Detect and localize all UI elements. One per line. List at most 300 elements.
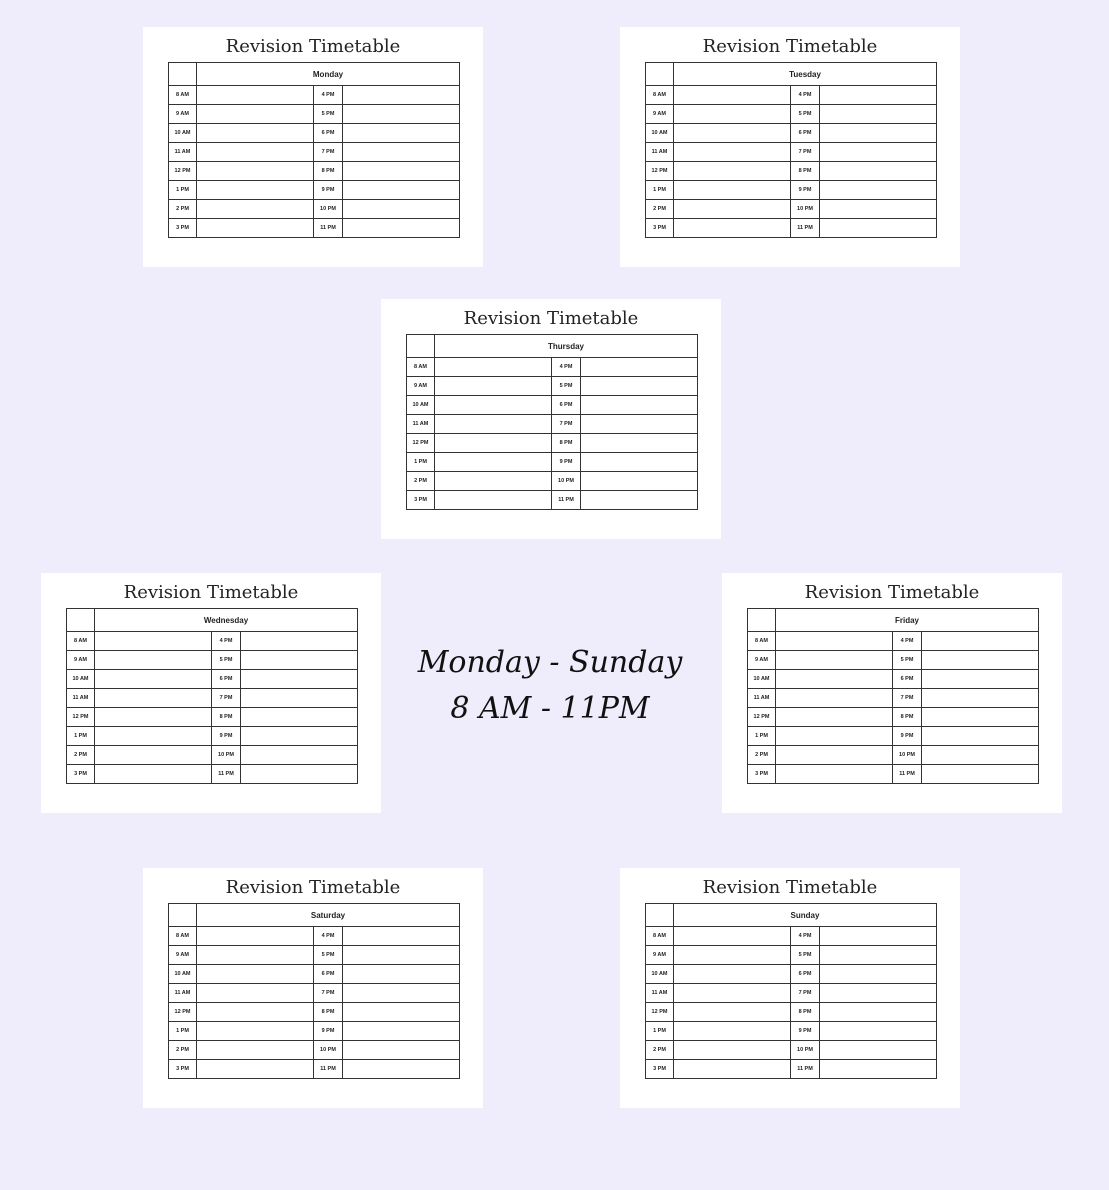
entry-cell[interactable] (95, 651, 212, 670)
time-label-evening: 10 PM (314, 1041, 343, 1060)
time-label-morning: 2 PM (646, 1041, 674, 1060)
entry-cell[interactable] (820, 219, 937, 238)
entry-cell[interactable] (820, 86, 937, 105)
time-label-evening: 11 PM (552, 491, 581, 510)
entry-cell[interactable] (674, 124, 791, 143)
time-label-morning: 3 PM (646, 219, 674, 238)
time-label-evening: 7 PM (893, 689, 922, 708)
entry-cell[interactable] (435, 377, 552, 396)
timetable-grid (168, 62, 460, 238)
entry-cell[interactable] (197, 181, 314, 200)
time-label-evening: 4 PM (552, 358, 581, 377)
header-corner-cell (646, 63, 674, 86)
time-label-morning: 1 PM (646, 181, 674, 200)
time-label-morning: 10 AM (748, 670, 776, 689)
entry-cell[interactable] (674, 1060, 791, 1079)
entry-cell[interactable] (241, 632, 358, 651)
entry-cell[interactable] (241, 670, 358, 689)
time-row (646, 1022, 937, 1041)
entry-cell[interactable] (922, 651, 1039, 670)
time-label-evening: 7 PM (552, 415, 581, 434)
entry-cell[interactable] (343, 927, 460, 946)
entry-cell[interactable] (581, 377, 698, 396)
time-label-evening: 11 PM (314, 219, 343, 238)
time-label-morning: 8 AM (646, 86, 674, 105)
time-label-evening: 10 PM (212, 746, 241, 765)
time-row (169, 1060, 460, 1079)
timetable-sheet-thursday (381, 299, 721, 539)
entry-cell[interactable] (435, 453, 552, 472)
time-row (67, 632, 358, 651)
time-label-evening: 10 PM (791, 1041, 820, 1060)
time-row (748, 727, 1039, 746)
entry-cell[interactable] (922, 727, 1039, 746)
time-label-evening: 11 PM (212, 765, 241, 784)
entry-cell[interactable] (674, 927, 791, 946)
entry-cell[interactable] (343, 1003, 460, 1022)
time-label-evening: 5 PM (314, 946, 343, 965)
time-row (169, 124, 460, 143)
day-heading: Monday (197, 63, 460, 86)
time-row (169, 946, 460, 965)
entry-cell[interactable] (95, 632, 212, 651)
time-label-evening: 6 PM (791, 965, 820, 984)
time-row (407, 358, 698, 377)
time-row (407, 415, 698, 434)
time-label-morning: 12 PM (169, 162, 197, 181)
time-label-morning: 11 AM (748, 689, 776, 708)
time-row (646, 1041, 937, 1060)
entry-cell[interactable] (776, 727, 893, 746)
center-caption (380, 640, 720, 732)
entry-cell[interactable] (95, 689, 212, 708)
header-corner-cell (646, 904, 674, 927)
entry-cell[interactable] (820, 200, 937, 219)
entry-cell[interactable] (197, 219, 314, 238)
timetable-grid (168, 903, 460, 1079)
entry-cell[interactable] (674, 984, 791, 1003)
time-label-morning: 1 PM (646, 1022, 674, 1041)
entry-cell[interactable] (343, 1022, 460, 1041)
entry-cell[interactable] (581, 491, 698, 510)
header-corner-cell (67, 609, 95, 632)
entry-cell[interactable] (95, 765, 212, 784)
time-label-morning: 3 PM (407, 491, 435, 510)
entry-cell[interactable] (343, 1060, 460, 1079)
time-label-evening: 8 PM (893, 708, 922, 727)
time-label-morning: 11 AM (407, 415, 435, 434)
time-label-evening: 5 PM (314, 105, 343, 124)
entry-cell[interactable] (343, 86, 460, 105)
entry-cell[interactable] (343, 105, 460, 124)
time-label-morning: 11 AM (169, 984, 197, 1003)
header-corner-cell (748, 609, 776, 632)
entry-cell[interactable] (343, 200, 460, 219)
time-label-morning: 11 AM (169, 143, 197, 162)
time-label-morning: 9 AM (646, 946, 674, 965)
time-label-morning: 12 PM (646, 162, 674, 181)
entry-cell[interactable] (581, 358, 698, 377)
time-row (646, 86, 937, 105)
time-label-evening: 5 PM (552, 377, 581, 396)
time-label-evening: 8 PM (552, 434, 581, 453)
entry-cell[interactable] (343, 984, 460, 1003)
time-row (169, 162, 460, 181)
time-label-morning: 9 AM (748, 651, 776, 670)
time-label-morning: 1 PM (169, 181, 197, 200)
entry-cell[interactable] (674, 200, 791, 219)
entry-cell[interactable] (581, 396, 698, 415)
time-label-evening: 4 PM (314, 927, 343, 946)
entry-cell[interactable] (674, 86, 791, 105)
time-label-morning: 2 PM (407, 472, 435, 491)
time-label-evening: 4 PM (791, 86, 820, 105)
entry-cell[interactable] (820, 1060, 937, 1079)
time-label-evening: 6 PM (314, 124, 343, 143)
time-label-evening: 5 PM (893, 651, 922, 670)
time-row (407, 453, 698, 472)
entry-cell[interactable] (674, 1041, 791, 1060)
entry-cell[interactable] (581, 472, 698, 491)
time-label-morning: 3 PM (646, 1060, 674, 1079)
entry-cell[interactable] (776, 746, 893, 765)
entry-cell[interactable] (820, 1022, 937, 1041)
timetable-sheet-friday (722, 573, 1062, 813)
time-label-morning: 8 AM (169, 927, 197, 946)
time-label-evening: 7 PM (791, 984, 820, 1003)
time-row (407, 377, 698, 396)
entry-cell[interactable] (197, 984, 314, 1003)
time-label-evening: 4 PM (791, 927, 820, 946)
time-row (748, 708, 1039, 727)
sheet-title: Revision Timetable (123, 582, 299, 603)
header-corner-cell (407, 335, 435, 358)
entry-cell[interactable] (922, 632, 1039, 651)
time-row (748, 746, 1039, 765)
entry-cell[interactable] (581, 434, 698, 453)
time-label-evening: 10 PM (893, 746, 922, 765)
time-label-evening: 9 PM (893, 727, 922, 746)
entry-cell[interactable] (820, 143, 937, 162)
entry-cell[interactable] (197, 946, 314, 965)
entry-cell[interactable] (197, 200, 314, 219)
sheet-title: Revision Timetable (463, 308, 639, 329)
time-label-evening: 8 PM (314, 1003, 343, 1022)
time-label-evening: 6 PM (212, 670, 241, 689)
entry-cell[interactable] (820, 984, 937, 1003)
time-label-morning: 10 AM (169, 124, 197, 143)
time-label-morning: 11 AM (646, 984, 674, 1003)
time-label-evening: 10 PM (314, 200, 343, 219)
time-label-morning: 8 AM (646, 927, 674, 946)
time-label-morning: 10 AM (646, 965, 674, 984)
time-label-morning: 2 PM (169, 1041, 197, 1060)
entry-cell[interactable] (820, 1003, 937, 1022)
time-row (407, 491, 698, 510)
entry-cell[interactable] (241, 651, 358, 670)
entry-cell[interactable] (820, 162, 937, 181)
entry-cell[interactable] (674, 162, 791, 181)
entry-cell[interactable] (197, 105, 314, 124)
time-row (646, 1060, 937, 1079)
entry-cell[interactable] (674, 965, 791, 984)
entry-cell[interactable] (95, 746, 212, 765)
time-label-evening: 4 PM (893, 632, 922, 651)
entry-cell[interactable] (922, 670, 1039, 689)
entry-cell[interactable] (343, 1041, 460, 1060)
time-row (748, 689, 1039, 708)
time-row (646, 965, 937, 984)
time-row (67, 689, 358, 708)
time-label-evening: 6 PM (791, 124, 820, 143)
timetable-sheet-saturday (143, 868, 483, 1108)
time-label-morning: 12 PM (67, 708, 95, 727)
time-label-evening: 8 PM (791, 1003, 820, 1022)
time-row (646, 200, 937, 219)
entry-cell[interactable] (197, 143, 314, 162)
time-label-morning: 2 PM (748, 746, 776, 765)
entry-cell[interactable] (674, 143, 791, 162)
entry-cell[interactable] (820, 946, 937, 965)
time-label-morning: 9 AM (646, 105, 674, 124)
time-row (646, 181, 937, 200)
time-row (646, 1003, 937, 1022)
time-label-evening: 6 PM (552, 396, 581, 415)
time-label-evening: 5 PM (791, 105, 820, 124)
entry-cell[interactable] (435, 472, 552, 491)
time-label-evening: 11 PM (791, 1060, 820, 1079)
time-label-evening: 7 PM (212, 689, 241, 708)
time-row (646, 927, 937, 946)
entry-cell[interactable] (776, 765, 893, 784)
sheet-title: Revision Timetable (225, 877, 401, 898)
entry-cell[interactable] (343, 965, 460, 984)
time-row (646, 143, 937, 162)
time-row (748, 765, 1039, 784)
entry-cell[interactable] (95, 727, 212, 746)
time-label-morning: 1 PM (748, 727, 776, 746)
timetable-sheet-sunday (620, 868, 960, 1108)
time-row (646, 984, 937, 1003)
time-label-evening: 8 PM (212, 708, 241, 727)
time-label-evening: 9 PM (212, 727, 241, 746)
time-label-morning: 9 AM (169, 946, 197, 965)
time-label-morning: 9 AM (67, 651, 95, 670)
time-row (646, 105, 937, 124)
header-corner-cell (169, 63, 197, 86)
timetable-sheet-wednesday (41, 573, 381, 813)
time-row (169, 86, 460, 105)
entry-cell[interactable] (820, 1041, 937, 1060)
entry-cell[interactable] (197, 86, 314, 105)
time-label-evening: 7 PM (314, 984, 343, 1003)
time-row (646, 946, 937, 965)
entry-cell[interactable] (435, 491, 552, 510)
time-label-morning: 11 AM (646, 143, 674, 162)
time-label-evening: 5 PM (791, 946, 820, 965)
time-label-morning: 1 PM (67, 727, 95, 746)
caption-hours: 8 AM - 11PM (450, 691, 650, 726)
entry-cell[interactable] (922, 765, 1039, 784)
entry-cell[interactable] (197, 1041, 314, 1060)
entry-cell[interactable] (820, 965, 937, 984)
entry-cell[interactable] (241, 746, 358, 765)
header-corner-cell (169, 904, 197, 927)
entry-cell[interactable] (197, 1060, 314, 1079)
entry-cell[interactable] (820, 181, 937, 200)
entry-cell[interactable] (435, 396, 552, 415)
timetable-sheet-tuesday (620, 27, 960, 267)
time-label-morning: 10 AM (407, 396, 435, 415)
entry-cell[interactable] (343, 162, 460, 181)
entry-cell[interactable] (435, 434, 552, 453)
time-row (169, 1022, 460, 1041)
time-label-evening: 10 PM (552, 472, 581, 491)
entry-cell[interactable] (197, 162, 314, 181)
time-label-morning: 1 PM (407, 453, 435, 472)
time-label-morning: 12 PM (748, 708, 776, 727)
entry-cell[interactable] (95, 708, 212, 727)
time-row (407, 396, 698, 415)
sheet-title: Revision Timetable (702, 877, 878, 898)
entry-cell[interactable] (343, 219, 460, 238)
time-label-morning: 9 AM (169, 105, 197, 124)
entry-cell[interactable] (241, 727, 358, 746)
time-label-morning: 2 PM (646, 200, 674, 219)
time-row (748, 670, 1039, 689)
timetable-grid (66, 608, 358, 784)
entry-cell[interactable] (922, 746, 1039, 765)
timetable-grid (747, 608, 1039, 784)
time-label-morning: 12 PM (646, 1003, 674, 1022)
time-label-morning: 12 PM (169, 1003, 197, 1022)
entry-cell[interactable] (343, 124, 460, 143)
entry-cell[interactable] (820, 124, 937, 143)
time-row (67, 746, 358, 765)
time-label-evening: 9 PM (552, 453, 581, 472)
time-row (169, 1003, 460, 1022)
time-label-morning: 8 AM (169, 86, 197, 105)
time-row (407, 472, 698, 491)
time-row (169, 965, 460, 984)
entry-cell[interactable] (197, 927, 314, 946)
time-label-evening: 4 PM (314, 86, 343, 105)
time-row (67, 651, 358, 670)
time-row (67, 727, 358, 746)
time-label-evening: 8 PM (791, 162, 820, 181)
entry-cell[interactable] (581, 453, 698, 472)
time-row (169, 143, 460, 162)
day-heading: Tuesday (674, 63, 937, 86)
time-row (169, 181, 460, 200)
day-heading: Saturday (197, 904, 460, 927)
entry-cell[interactable] (776, 708, 893, 727)
time-row (169, 1041, 460, 1060)
entry-cell[interactable] (241, 689, 358, 708)
time-label-morning: 3 PM (67, 765, 95, 784)
entry-cell[interactable] (674, 1003, 791, 1022)
time-row (748, 651, 1039, 670)
caption-days: Monday - Sunday (417, 645, 683, 680)
entry-cell[interactable] (343, 143, 460, 162)
entry-cell[interactable] (922, 708, 1039, 727)
day-heading: Wednesday (95, 609, 358, 632)
time-label-morning: 8 AM (407, 358, 435, 377)
time-row (169, 984, 460, 1003)
entry-cell[interactable] (820, 105, 937, 124)
entry-cell[interactable] (241, 708, 358, 727)
time-label-morning: 10 AM (169, 965, 197, 984)
time-label-morning: 8 AM (67, 632, 95, 651)
entry-cell[interactable] (197, 1003, 314, 1022)
time-row (169, 219, 460, 238)
sheet-title: Revision Timetable (702, 36, 878, 57)
entry-cell[interactable] (674, 105, 791, 124)
time-label-evening: 7 PM (791, 143, 820, 162)
entry-cell[interactable] (197, 124, 314, 143)
time-label-morning: 10 AM (646, 124, 674, 143)
entry-cell[interactable] (674, 181, 791, 200)
entry-cell[interactable] (435, 415, 552, 434)
day-heading: Sunday (674, 904, 937, 927)
time-label-morning: 3 PM (169, 1060, 197, 1079)
entry-cell[interactable] (197, 1022, 314, 1041)
entry-cell[interactable] (820, 927, 937, 946)
entry-cell[interactable] (776, 689, 893, 708)
entry-cell[interactable] (922, 689, 1039, 708)
time-label-evening: 5 PM (212, 651, 241, 670)
entry-cell[interactable] (674, 946, 791, 965)
entry-cell[interactable] (581, 415, 698, 434)
time-label-evening: 6 PM (893, 670, 922, 689)
timetable-sheet-monday (143, 27, 483, 267)
time-label-morning: 3 PM (169, 219, 197, 238)
time-label-morning: 2 PM (67, 746, 95, 765)
time-row (67, 765, 358, 784)
time-label-evening: 9 PM (791, 1022, 820, 1041)
entry-cell[interactable] (435, 358, 552, 377)
timetable-grid (645, 62, 937, 238)
entry-cell[interactable] (776, 651, 893, 670)
time-label-evening: 10 PM (791, 200, 820, 219)
entry-cell[interactable] (674, 1022, 791, 1041)
entry-cell[interactable] (343, 946, 460, 965)
entry-cell[interactable] (95, 670, 212, 689)
time-label-evening: 9 PM (314, 1022, 343, 1041)
time-label-evening: 9 PM (314, 181, 343, 200)
entry-cell[interactable] (776, 670, 893, 689)
entry-cell[interactable] (674, 219, 791, 238)
time-label-morning: 12 PM (407, 434, 435, 453)
sheet-title: Revision Timetable (225, 36, 401, 57)
time-row (646, 219, 937, 238)
timetable-grid (645, 903, 937, 1079)
time-label-evening: 11 PM (791, 219, 820, 238)
time-label-evening: 11 PM (893, 765, 922, 784)
time-row (748, 632, 1039, 651)
timetable-grid (406, 334, 698, 510)
entry-cell[interactable] (776, 632, 893, 651)
time-label-morning: 1 PM (169, 1022, 197, 1041)
time-row (169, 927, 460, 946)
entry-cell[interactable] (343, 181, 460, 200)
entry-cell[interactable] (241, 765, 358, 784)
time-row (169, 105, 460, 124)
entry-cell[interactable] (197, 965, 314, 984)
time-row (646, 124, 937, 143)
time-label-morning: 9 AM (407, 377, 435, 396)
time-label-evening: 7 PM (314, 143, 343, 162)
